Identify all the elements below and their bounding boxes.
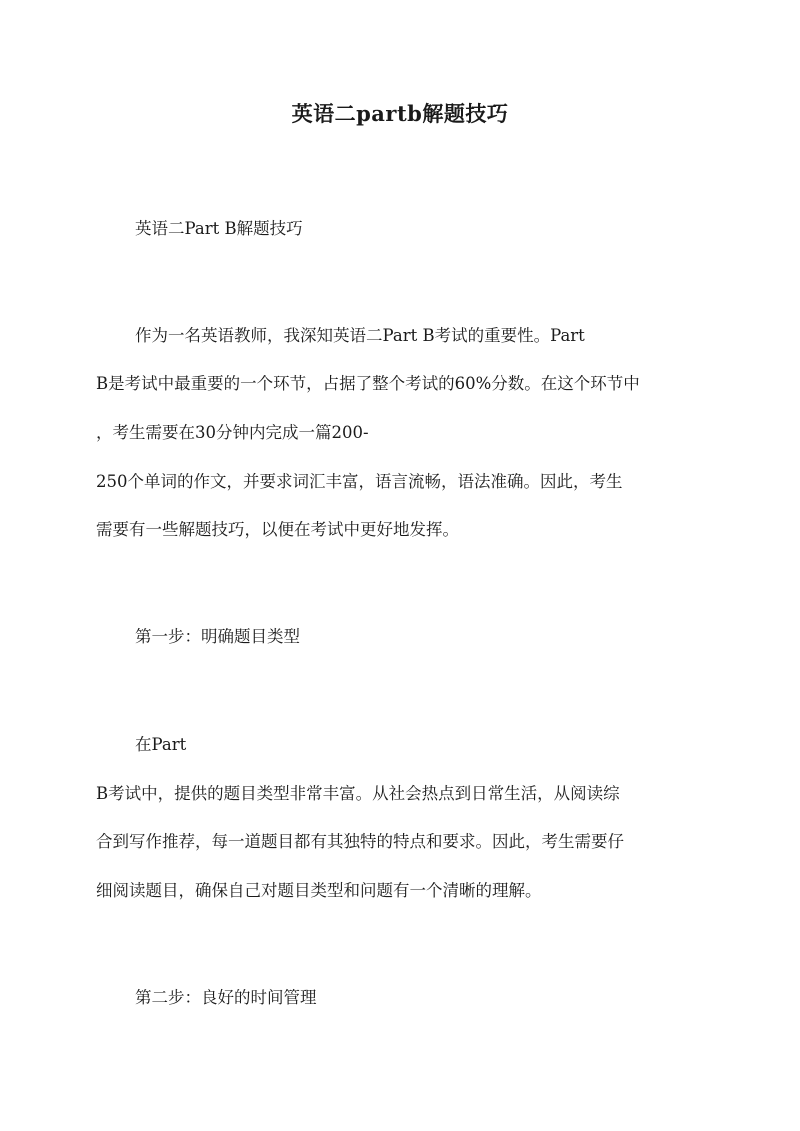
intro-line-4: 250个单词的作文，并要求词汇丰富，语言流畅，语法准确。因此，考生 bbox=[96, 472, 623, 491]
document-subtitle: 英语二Part B解题技巧 bbox=[135, 219, 303, 238]
intro-line-2: B是考试中最重要的一个环节，占据了整个考试的60%分数。在这个环节中 bbox=[96, 374, 640, 393]
step2-heading: 第二步：良好的时间管理 bbox=[135, 988, 317, 1007]
intro-line-3: ，考生需要在30分钟内完成一篇200- bbox=[96, 423, 369, 442]
step1-line-4: 细阅读题目，确保自己对题目类型和问题有一个清晰的理解。 bbox=[96, 881, 542, 900]
step1-line-3: 合到写作推荐，每一道题目都有其独特的特点和要求。因此，考生需要仔 bbox=[96, 832, 624, 851]
step1-line-1: 在Part bbox=[135, 735, 187, 754]
step1-heading: 第一步：明确题目类型 bbox=[135, 627, 300, 646]
step1-line-2: B考试中，提供的题目类型非常丰富。从社会热点到日常生活，从阅读综 bbox=[96, 784, 620, 803]
intro-line-1: 作为一名英语教师，我深知英语二Part B考试的重要性。Part bbox=[135, 326, 585, 345]
document-title: 英语二partb解题技巧 bbox=[291, 101, 509, 126]
intro-line-5: 需要有一些解题技巧，以便在考试中更好地发挥。 bbox=[96, 520, 459, 539]
